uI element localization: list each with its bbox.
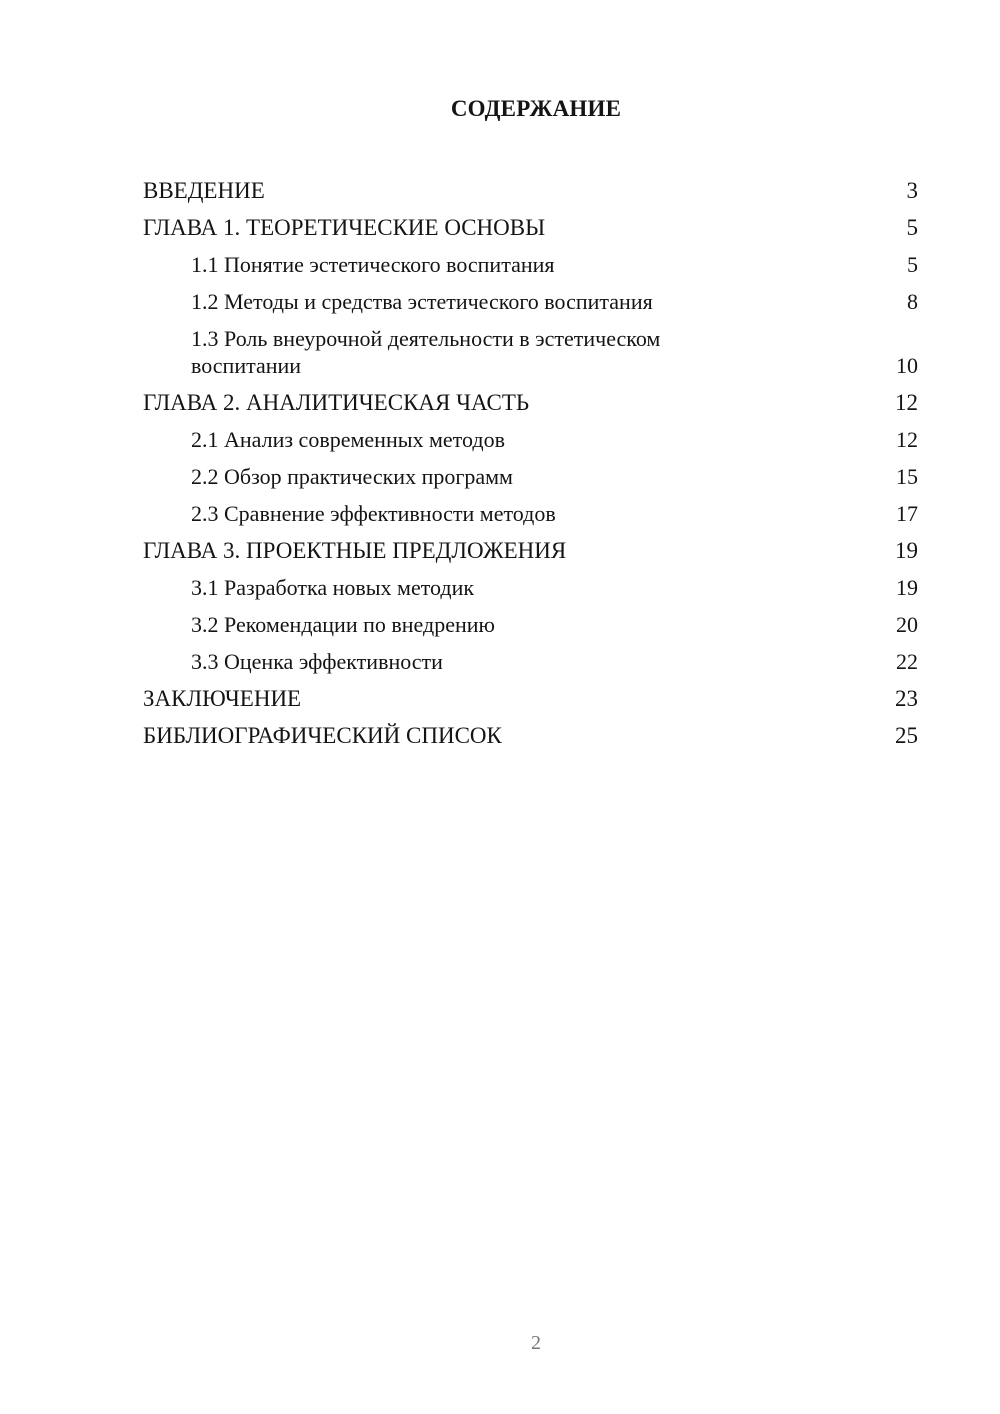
toc-entry-label: 2.3 Сравнение эффективности методов	[191, 501, 556, 526]
toc-entry-label: ЗАКЛЮЧЕНИЕ	[143, 686, 302, 711]
toc-entry-page: 12	[895, 390, 918, 415]
toc-entry-label: ВВЕДЕНИЕ	[143, 178, 265, 203]
toc-entry-page: 23	[895, 686, 918, 711]
toc-entry-label: 3.3 Оценка эффективности	[191, 649, 443, 674]
toc-entry-page: 5	[906, 215, 918, 240]
toc-entry-conclusion	[143, 675, 918, 712]
toc-entry-introduction	[143, 167, 918, 204]
table-of-contents	[143, 167, 918, 749]
toc-entry-page: 19	[896, 575, 918, 600]
toc-entry-chapter-3	[143, 527, 918, 564]
toc-entry-label: 3.1 Разработка новых методик	[191, 575, 475, 600]
page-title: СОДЕРЖАНИЕ	[450, 96, 622, 121]
toc-entry-section-1-2	[143, 278, 918, 315]
toc-entry-section-3-1	[143, 564, 918, 601]
toc-entry-section-2-1	[143, 416, 918, 453]
toc-entry-label: ГЛАВА 1. ТЕОРЕТИЧЕСКИЕ ОСНОВЫ	[143, 215, 546, 240]
toc-entry-page: 5	[907, 252, 918, 277]
toc-entry-label: ГЛАВА 3. ПРОЕКТНЫЕ ПРЕДЛОЖЕНИЯ	[143, 538, 567, 563]
toc-entry-label: 1.1 Понятие эстетического воспитания	[191, 252, 555, 277]
toc-entry-label: 3.2 Рекомендации по внедрению	[191, 612, 495, 637]
toc-entry-label: 2.2 Обзор практических программ	[191, 464, 513, 489]
toc-entry-page: 19	[895, 538, 918, 563]
toc-entry-section-2-2	[143, 453, 918, 490]
toc-entry-page: 15	[896, 464, 918, 489]
toc-entry-bibliography	[143, 712, 918, 749]
toc-entry-page: 3	[906, 178, 918, 203]
toc-entry-label: ГЛАВА 2. АНАЛИТИЧЕСКАЯ ЧАСТЬ	[143, 390, 530, 415]
toc-entry-label: БИБЛИОГРАФИЧЕСКИЙ СПИСОК	[143, 723, 502, 748]
toc-entry-page: 10	[896, 353, 918, 378]
page-number: 2	[531, 1332, 541, 1354]
toc-entry-page: 17	[896, 501, 918, 526]
toc-entry-page: 20	[896, 612, 918, 637]
toc-entry-label: 1.3 Роль внеурочной деятельности в эстетическом воспитании	[191, 326, 661, 378]
toc-entry-page: 25	[895, 723, 918, 748]
toc-entry-page: 12	[896, 427, 918, 452]
toc-entry-section-3-2	[143, 601, 918, 638]
toc-entry-section-3-3	[143, 638, 918, 675]
toc-entry-section-2-3	[143, 490, 918, 527]
toc-entry-label: 2.1 Анализ современных методов	[191, 427, 505, 452]
toc-entry-page: 8	[907, 289, 918, 314]
toc-entry-label: 1.2 Методы и средства эстетического воспитания	[191, 289, 653, 314]
toc-entry-chapter-1	[143, 204, 918, 241]
toc-entry-section-1-1	[143, 241, 918, 278]
toc-entry-page: 22	[896, 649, 918, 674]
toc-entry-section-1-3	[143, 315, 918, 379]
toc-entry-chapter-2	[143, 379, 918, 416]
